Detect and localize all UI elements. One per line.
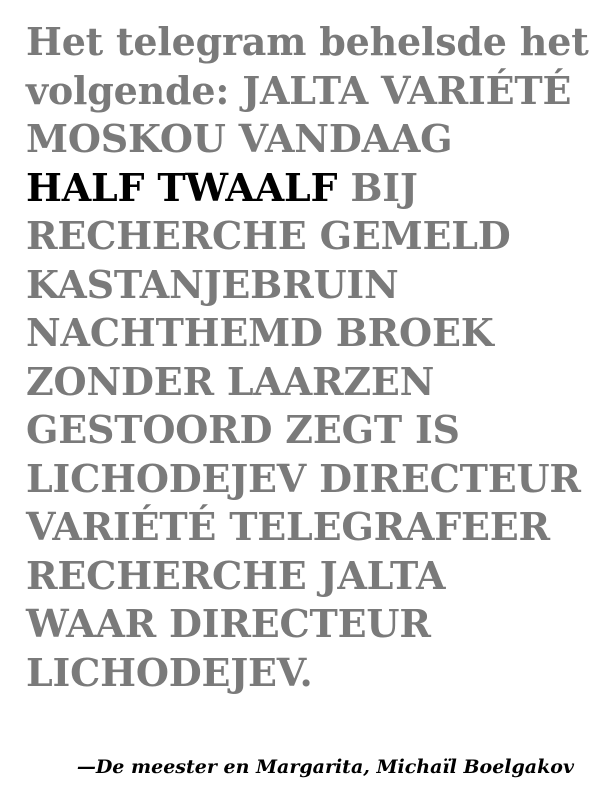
quote-line-1: Het telegram behelsde het xyxy=(26,19,589,64)
quote-line-7: NACHTHEMD BROEK xyxy=(26,310,494,355)
quote-line-12: RECHERCHE JALTA xyxy=(26,552,446,598)
quote-line-4 xyxy=(26,164,586,213)
attribution: —De meester en Margarita, Michaïl Boelgakov xyxy=(76,756,574,778)
quote-line-13: WAAR DIRECTEUR xyxy=(26,601,431,646)
quote-text xyxy=(26,18,589,697)
quote-line-5: RECHERCHE GEMELD xyxy=(26,213,511,258)
quote-line-8: ZONDER LAARZEN xyxy=(26,358,435,404)
quote-line-4-rest: BIJ xyxy=(350,164,418,210)
quote-line-2: volgende: JALTA VARIÉTÉ xyxy=(26,67,572,113)
quote-line-10: LICHODEJEV DIRECTEUR xyxy=(26,455,581,501)
quote-line-6: KASTANJEBRUIN xyxy=(26,261,399,307)
quote-line-3: MOSKOU VANDAAG xyxy=(26,116,453,161)
highlighted-time: HALF TWAALF xyxy=(26,164,338,210)
quote-line-14: LICHODEJEV. xyxy=(26,649,313,695)
quote-line-11: VARIÉTÉ TELEGRAFEER xyxy=(26,504,550,549)
quote-line-9: GESTOORD ZEGT IS xyxy=(26,407,460,452)
